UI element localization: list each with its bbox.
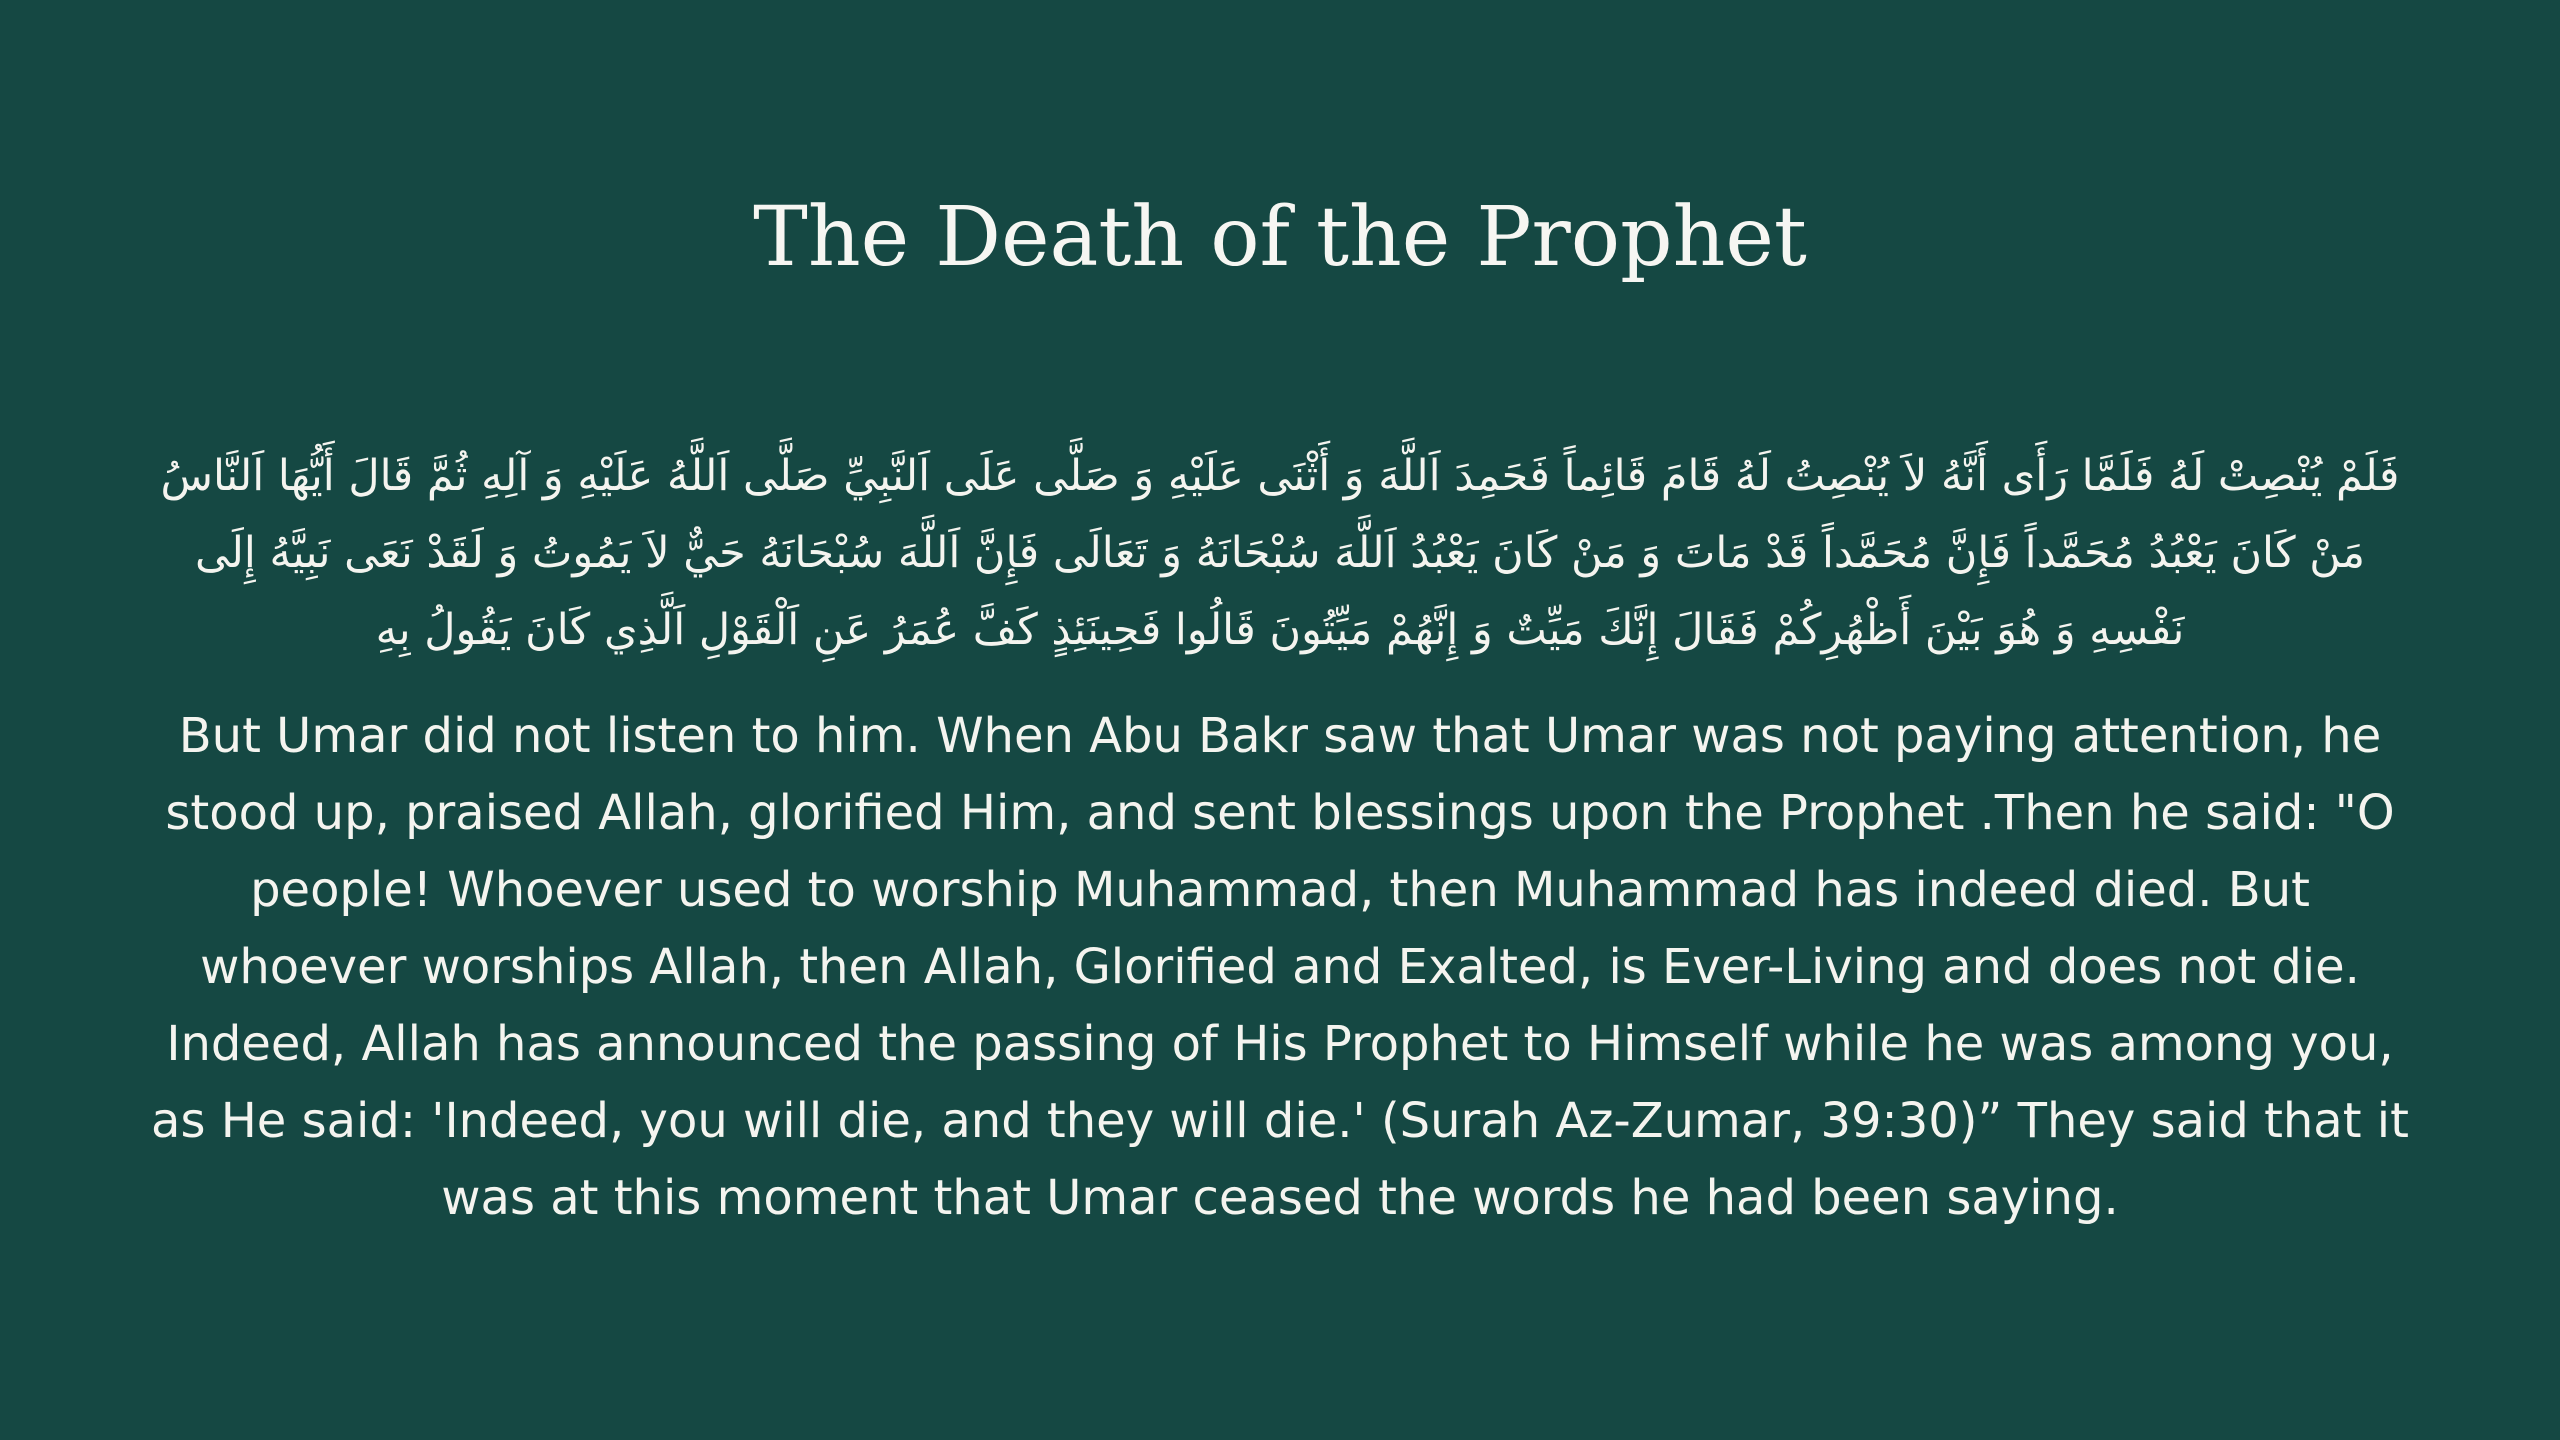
slide-title: The Death of the Prophet (753, 189, 1807, 285)
english-translation: But Umar did not listen to him. When Abu Bakr saw that Umar was not paying attention, he stood up, praised Allah, glorified Him, and sent blessings upon the Prophet .Then he said: "O people! Whoever used to worship Muhammad, then Muhammad has indeed died. But whoever worships Allah, then Allah, Glorified and Exalted, is Ever-Living and does not die. Indeed, Allah has announced the passing of His Prophet to Himself while he was among you, as He said: 'Indeed, you will die, and they will die.' (Surah Az-Zumar, 39:30)” They said that it was at this moment that Umar ceased the words he had been saying. (151, 708, 2409, 1226)
arabic-passage: فَلَمْ يُنْصِتْ لَهُ فَلَمَّا رَأَى أَنَّهُ لاَ يُنْصِتُ لَهُ قَامَ قَائِماً فَحَمِدَ اَللَّهَ وَ أَثْنَى عَلَيْهِ وَ صَلَّى عَلَى اَلنَّبِيِّ صَلَّى اَللَّهُ عَلَيْهِ وَ آلِهِ ثُمَّ قَالَ أَيُّهَا اَلنَّاسُ مَنْ كَانَ يَعْبُدُ مُحَمَّداً فَإِنَّ مُحَمَّداً قَدْ مَاتَ وَ مَنْ كَانَ يَعْبُدُ اَللَّهَ سُبْحَانَهُ وَ تَعَالَى فَإِنَّ اَللَّهَ سُبْحَانَهُ حَيٌّ لاَ يَمُوتُ وَ لَقَدْ نَعَى نَبِيَّهُ إِلَى نَفْسِهِ وَ هُوَ بَيْنَ أَظْهُرِكُمْ فَقَالَ إِنَّكَ مَيِّتٌ وَ إِنَّهُمْ مَيِّتُونَ قَالُوا فَحِينَئِذٍ كَفَّ عُمَرُ عَنِ اَلْقَوْلِ اَلَّذِي كَانَ يَقُولُ بِهِ (160, 451, 2400, 655)
